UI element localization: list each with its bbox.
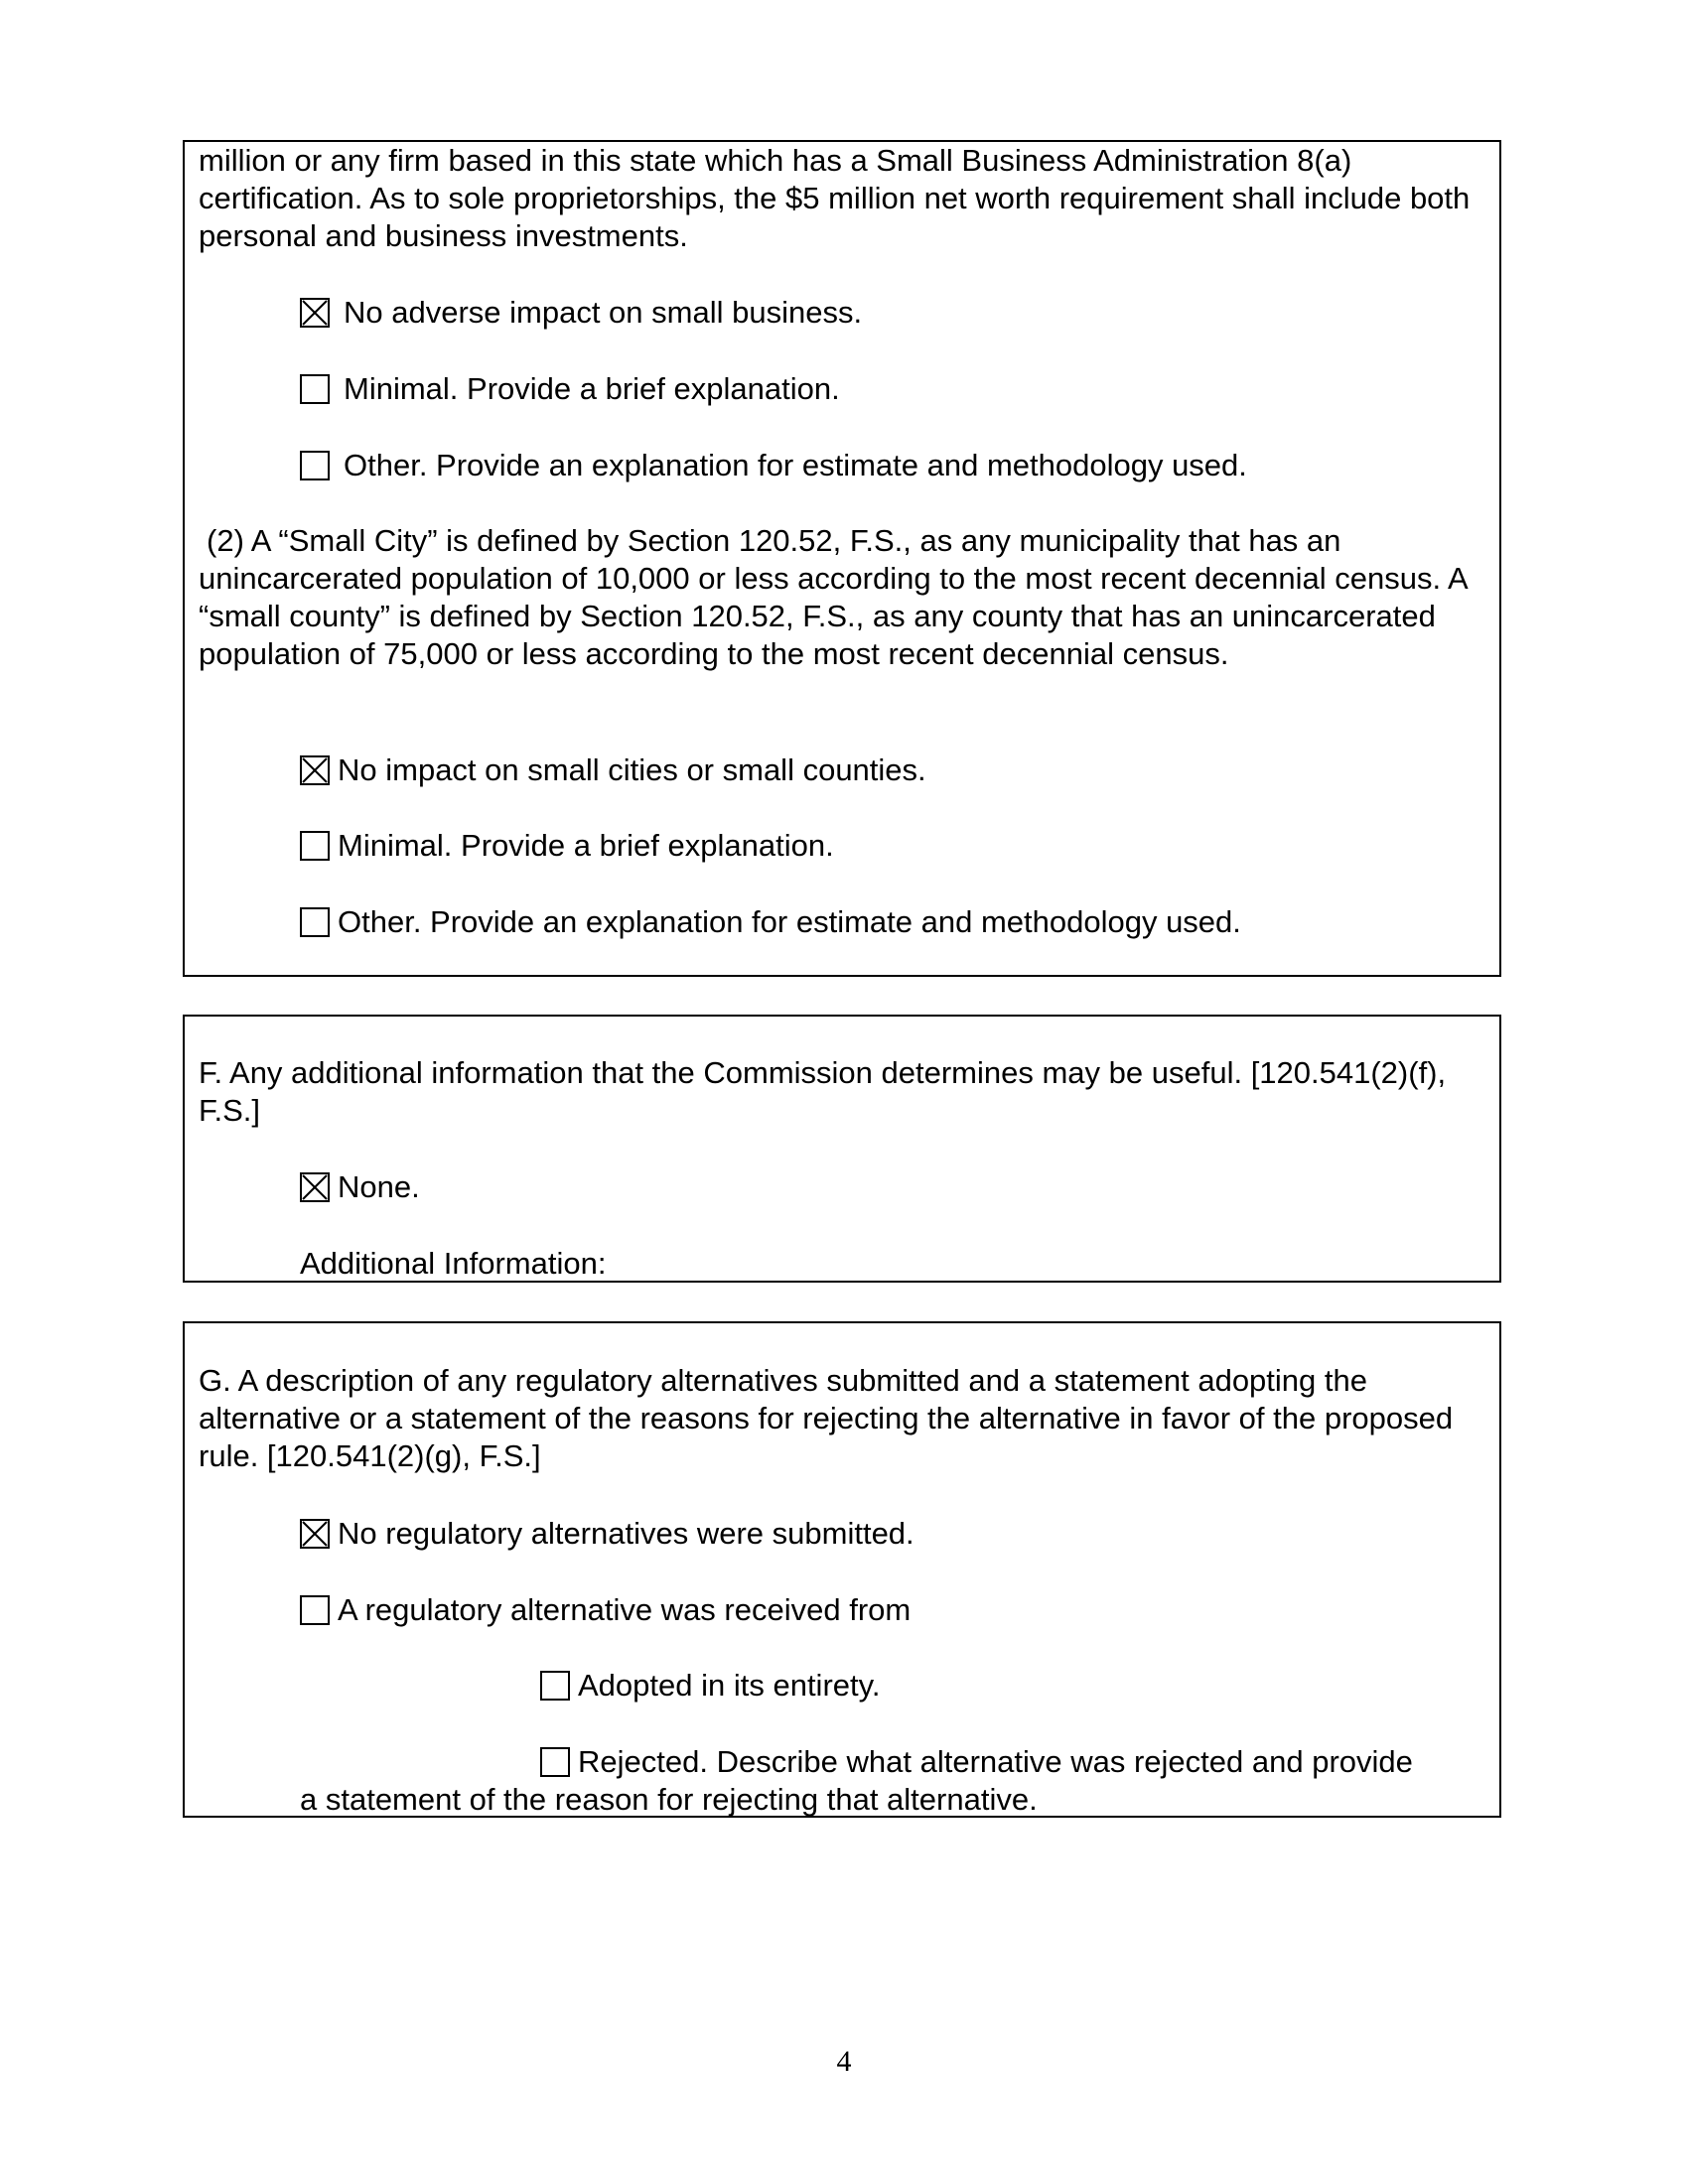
checkbox-icon[interactable] bbox=[300, 831, 330, 861]
option-minimal-small-business[interactable] bbox=[300, 370, 840, 408]
additional-information-label: Additional Information: bbox=[300, 1246, 607, 1281]
option-adopted-entirety[interactable] bbox=[540, 1667, 880, 1705]
option-label: Other. Provide an explanation for estimate and methodology used. bbox=[344, 448, 1247, 482]
checkbox-icon[interactable] bbox=[300, 907, 330, 937]
section-f-heading: F. Any additional information that the Commission determines may be useful. [120.541(2)(f), F.S.] bbox=[199, 1055, 1447, 1128]
section-g-box bbox=[183, 1321, 1501, 1818]
checkbox-checked-icon[interactable] bbox=[300, 1519, 330, 1549]
section-e-box bbox=[183, 140, 1501, 977]
page-number: 4 bbox=[836, 2045, 852, 2078]
checkbox-icon[interactable] bbox=[300, 451, 330, 480]
checkbox-icon[interactable] bbox=[540, 1747, 570, 1777]
checkbox-checked-icon[interactable] bbox=[300, 755, 330, 785]
option-label: None. bbox=[338, 1169, 420, 1204]
option-label: No adverse impact on small business. bbox=[344, 295, 863, 330]
checkbox-checked-icon[interactable] bbox=[300, 1172, 330, 1202]
option-label: Other. Provide an explanation for estimate and methodology used. bbox=[338, 904, 1241, 939]
checkbox-icon[interactable] bbox=[540, 1671, 570, 1701]
checkbox-checked-icon[interactable] bbox=[300, 298, 330, 328]
option-minimal-small-cities[interactable] bbox=[300, 827, 834, 865]
option-rejected[interactable] bbox=[540, 1743, 1413, 1781]
option-no-impact-small-cities[interactable] bbox=[300, 751, 926, 789]
option-other-small-business[interactable] bbox=[300, 447, 1247, 484]
section-g-heading: G. A description of any regulatory alternatives submitted and a statement adopting the alternative or a statement of the reasons for rejecting the alternative in favor of the proposed rule. [120.541(2)(g), F.S.] bbox=[199, 1363, 1454, 1473]
option-label: Rejected. Describe what alternative was rejected and provide bbox=[578, 1744, 1413, 1779]
section-f-box bbox=[183, 1015, 1501, 1283]
option-other-small-cities[interactable] bbox=[300, 903, 1241, 941]
option-label: No regulatory alternatives were submitted. bbox=[338, 1516, 914, 1551]
option-no-adverse-impact[interactable] bbox=[300, 294, 862, 332]
small-city-definition: (2) A “Small City” is defined by Section 120.52, F.S., as any municipality that has an unincarcerated population of 10,000 or less according to the most recent decennial census. A “small county” is defined by Section 120.52, F.S., as any county that has an unincarcerated population of 75,000 or less according to the most recent decennial census. bbox=[199, 523, 1467, 671]
checkbox-icon[interactable] bbox=[300, 374, 330, 404]
option-label: No impact on small cities or small counties. bbox=[338, 752, 926, 787]
option-no-alternatives[interactable] bbox=[300, 1515, 914, 1553]
option-label: Adopted in its entirety. bbox=[578, 1668, 881, 1703]
checkbox-icon[interactable] bbox=[300, 1595, 330, 1625]
option-label: A regulatory alternative was received from bbox=[338, 1592, 912, 1627]
option-label: Minimal. Provide a brief explanation. bbox=[344, 371, 840, 406]
section-e-intro: million or any firm based in this state which has a Small Business Administration 8(a) certification. As to sole proprietorships, the $5 million net worth requirement shall include both personal and business investments. bbox=[199, 143, 1471, 253]
option-none[interactable] bbox=[300, 1168, 420, 1206]
option-label: Minimal. Provide a brief explanation. bbox=[338, 828, 834, 863]
rejected-explanation-continuation: a statement of the reason for rejecting that alternative. bbox=[300, 1782, 1038, 1817]
option-alternative-received[interactable] bbox=[300, 1591, 911, 1629]
